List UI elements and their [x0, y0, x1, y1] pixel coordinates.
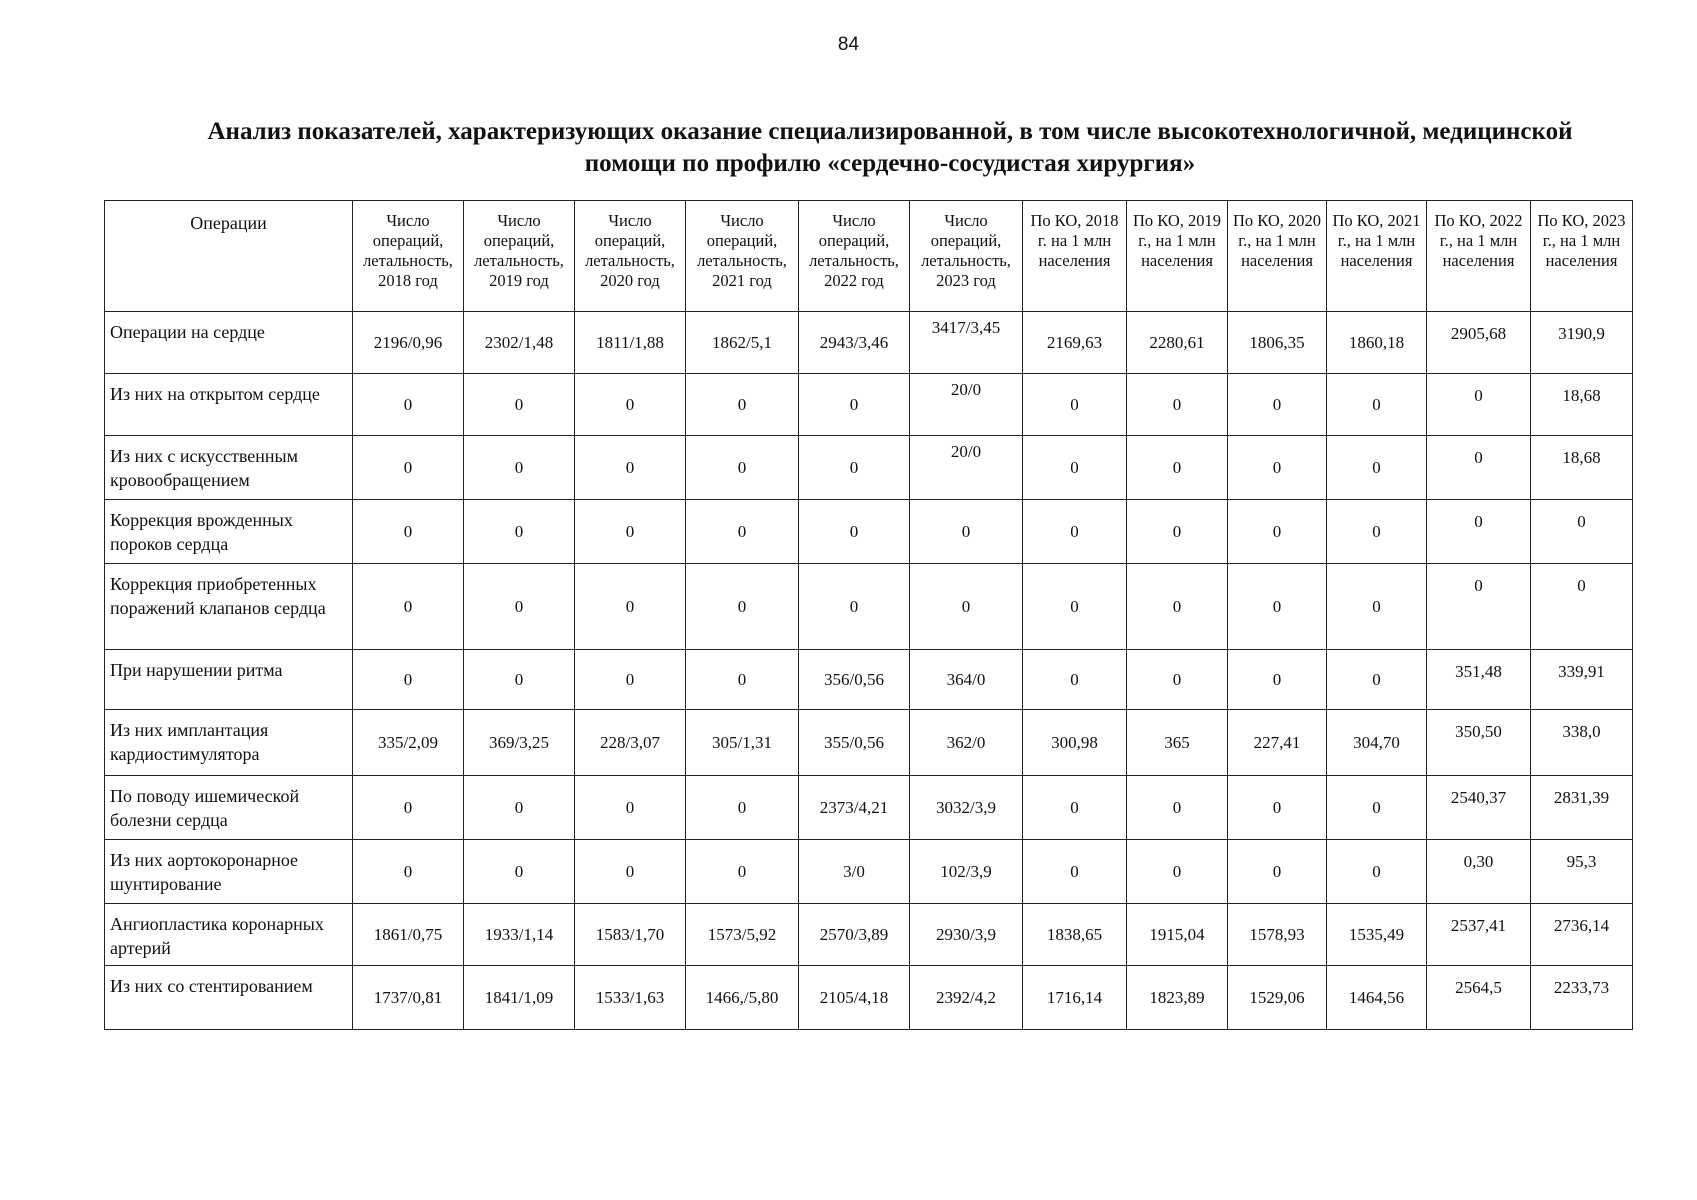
table-header-row [105, 201, 1633, 312]
table-cell: 0 [910, 564, 1023, 650]
table-cell: 1823,89 [1127, 966, 1228, 1030]
table-cell: 0,30 [1427, 840, 1531, 904]
cardiac-surgery-table [104, 200, 1633, 1030]
column-header-ops-2020: Число операций, летальность, 2020 год [575, 201, 686, 312]
table-cell: 1811/1,88 [575, 312, 686, 374]
table-cell: 0 [464, 564, 575, 650]
table-cell: 0 [1531, 500, 1633, 564]
row-label: При нарушении ритма [105, 650, 353, 710]
table-cell: 351,48 [1427, 650, 1531, 710]
table-cell: 2564,5 [1427, 966, 1531, 1030]
table-cell: 0 [686, 650, 799, 710]
table-cell: 2169,63 [1023, 312, 1127, 374]
table-cell: 2540,37 [1427, 776, 1531, 840]
table-row [105, 710, 1633, 776]
table-cell: 0 [464, 776, 575, 840]
table-cell: 0 [1228, 840, 1327, 904]
table-cell: 1578,93 [1228, 904, 1327, 966]
table-row [105, 650, 1633, 710]
table-cell: 0 [799, 564, 910, 650]
table-cell: 1533/1,63 [575, 966, 686, 1030]
row-label: Операции на сердце [105, 312, 353, 374]
table-cell: 3/0 [799, 840, 910, 904]
table-cell: 2930/3,9 [910, 904, 1023, 966]
table-cell: 0 [1228, 436, 1327, 500]
table-cell: 305/1,31 [686, 710, 799, 776]
table-cell: 0 [1127, 650, 1228, 710]
table-cell: 2943/3,46 [799, 312, 910, 374]
table-cell: 95,3 [1531, 840, 1633, 904]
table-cell: 0 [686, 840, 799, 904]
table-cell: 356/0,56 [799, 650, 910, 710]
column-header-ops-2022: Число операций, летальность, 2022 год [799, 201, 910, 312]
table-cell: 0 [353, 436, 464, 500]
table-cell: 2736,14 [1531, 904, 1633, 966]
table-cell: 0 [799, 374, 910, 436]
table-cell: 0 [1531, 564, 1633, 650]
column-header-ops-2021: Число операций, летальность, 2021 год [686, 201, 799, 312]
table-cell: 227,41 [1228, 710, 1327, 776]
document-title-line-1: Анализ показателей, характеризующих оказание специализированной, в том числе высокотехнологичной, медицинской [207, 118, 1573, 145]
table-cell: 0 [575, 776, 686, 840]
table-cell: 2537,41 [1427, 904, 1531, 966]
table-cell: 0 [1023, 840, 1127, 904]
table-cell: 300,98 [1023, 710, 1127, 776]
row-label: Из них на открытом сердце [105, 374, 353, 436]
table-cell: 355/0,56 [799, 710, 910, 776]
table-cell: 0 [1327, 650, 1427, 710]
table-cell: 3032/3,9 [910, 776, 1023, 840]
table-row [105, 564, 1633, 650]
table-cell: 2831,39 [1531, 776, 1633, 840]
table-cell: 20/0 [910, 436, 1023, 500]
table-cell: 0 [464, 436, 575, 500]
table-cell: 0 [686, 436, 799, 500]
table-cell: 1573/5,92 [686, 904, 799, 966]
row-label: Из них имплантация кардиостимулятора [105, 710, 353, 776]
table-cell: 1861/0,75 [353, 904, 464, 966]
table-cell: 0 [1427, 500, 1531, 564]
table-cell: 0 [353, 650, 464, 710]
table-cell: 1933/1,14 [464, 904, 575, 966]
table-cell: 0 [464, 500, 575, 564]
column-header-ops-2023: Число операций, летальность, 2023 год [910, 201, 1023, 312]
table-cell: 0 [1327, 776, 1427, 840]
table-cell: 0 [1023, 436, 1127, 500]
table-row [105, 966, 1633, 1030]
table-cell: 2233,73 [1531, 966, 1633, 1030]
table-body [105, 312, 1633, 1030]
table-cell: 3190,9 [1531, 312, 1633, 374]
table-cell: 1806,35 [1228, 312, 1327, 374]
table-cell: 1737/0,81 [353, 966, 464, 1030]
table-cell: 369/3,25 [464, 710, 575, 776]
row-label: По поводу ишемической болезни сердца [105, 776, 353, 840]
row-label: Коррекция врожденных пороков сердца [105, 500, 353, 564]
table-cell: 1464,56 [1327, 966, 1427, 1030]
column-header-operations: Операции [105, 201, 353, 312]
table-cell: 0 [1023, 374, 1127, 436]
column-header-ko-2019: По КО, 2019 г., на 1 млн населения [1127, 201, 1228, 312]
table-cell: 0 [575, 564, 686, 650]
table-cell: 2905,68 [1427, 312, 1531, 374]
table-row [105, 500, 1633, 564]
table-cell: 0 [1327, 374, 1427, 436]
table-cell: 2302/1,48 [464, 312, 575, 374]
table-cell: 0 [1327, 500, 1427, 564]
table-cell: 0 [1127, 500, 1228, 564]
table-cell: 0 [464, 840, 575, 904]
table-row [105, 436, 1633, 500]
column-header-ops-2019: Число операций, летальность, 2019 год [464, 201, 575, 312]
table-cell: 1535,49 [1327, 904, 1427, 966]
table-cell: 0 [1228, 374, 1327, 436]
table-cell: 2105/4,18 [799, 966, 910, 1030]
table-cell: 0 [575, 650, 686, 710]
table-cell: 0 [1427, 436, 1531, 500]
table-cell: 365 [1127, 710, 1228, 776]
table-cell: 0 [799, 500, 910, 564]
table-cell: 2570/3,89 [799, 904, 910, 966]
table-cell: 335/2,09 [353, 710, 464, 776]
table-cell: 338,0 [1531, 710, 1633, 776]
column-header-ko-2021: По КО, 2021 г., на 1 млн населения [1327, 201, 1427, 312]
page-number: 84 [837, 34, 860, 55]
column-header-ko-2018: По КО, 2018 г. на 1 млн населения [1023, 201, 1127, 312]
table-cell: 0 [575, 500, 686, 564]
table-cell: 304,70 [1327, 710, 1427, 776]
table-cell: 0 [686, 776, 799, 840]
table-cell: 0 [1127, 436, 1228, 500]
table-cell: 0 [575, 840, 686, 904]
table-cell: 228/3,07 [575, 710, 686, 776]
table-cell: 2373/4,21 [799, 776, 910, 840]
table-cell: 1841/1,09 [464, 966, 575, 1030]
table-cell: 0 [353, 564, 464, 650]
table-row [105, 840, 1633, 904]
table-cell: 1716,14 [1023, 966, 1127, 1030]
table-cell: 1529,06 [1228, 966, 1327, 1030]
table-cell: 0 [353, 500, 464, 564]
table-cell: 0 [1427, 374, 1531, 436]
table-cell: 0 [1023, 650, 1127, 710]
document-title [150, 116, 1630, 180]
table-cell: 0 [1127, 840, 1228, 904]
table-cell: 0 [1023, 564, 1127, 650]
table-cell: 0 [1127, 564, 1228, 650]
table-cell: 1583/1,70 [575, 904, 686, 966]
table-row [105, 776, 1633, 840]
table-cell: 0 [575, 436, 686, 500]
table-cell: 364/0 [910, 650, 1023, 710]
table-cell: 0 [1228, 500, 1327, 564]
table-cell: 0 [1327, 436, 1427, 500]
table-cell: 0 [1427, 564, 1531, 650]
table-cell: 0 [799, 436, 910, 500]
table-cell: 0 [353, 776, 464, 840]
table-row [105, 904, 1633, 966]
table-cell: 2196/0,96 [353, 312, 464, 374]
table-cell: 350,50 [1427, 710, 1531, 776]
table-cell: 2280,61 [1127, 312, 1228, 374]
table-cell: 0 [464, 374, 575, 436]
table-cell: 1838,65 [1023, 904, 1127, 966]
document-title-line-2: помощи по профилю «сердечно-сосудистая хирургия» [584, 150, 1196, 177]
table-cell: 0 [686, 564, 799, 650]
column-header-ko-2020: По КО, 2020 г., на 1 млн населения [1228, 201, 1327, 312]
table-cell: 1466,/5,80 [686, 966, 799, 1030]
table-cell: 0 [1127, 374, 1228, 436]
table-cell: 0 [910, 500, 1023, 564]
table-cell: 18,68 [1531, 374, 1633, 436]
table-cell: 1860,18 [1327, 312, 1427, 374]
table-cell: 0 [1228, 776, 1327, 840]
row-label: Из них аортокоронарное шунтирование [105, 840, 353, 904]
table-cell: 0 [1023, 776, 1127, 840]
table-row [105, 374, 1633, 436]
table-cell: 339,91 [1531, 650, 1633, 710]
table-cell: 0 [1127, 776, 1228, 840]
table-cell: 3417/3,45 [910, 312, 1023, 374]
table-row [105, 312, 1633, 374]
row-label: Ангиопластика коронарных артерий [105, 904, 353, 966]
table-cell: 2392/4,2 [910, 966, 1023, 1030]
column-header-ops-2018: Число операций, летальность, 2018 год [353, 201, 464, 312]
table-cell: 0 [1023, 500, 1127, 564]
table-cell: 0 [1228, 650, 1327, 710]
table-cell: 0 [353, 840, 464, 904]
table-cell: 0 [1228, 564, 1327, 650]
table-cell: 0 [686, 374, 799, 436]
table-cell: 0 [1327, 564, 1427, 650]
table-cell: 362/0 [910, 710, 1023, 776]
table-cell: 0 [1327, 840, 1427, 904]
column-header-ko-2023: По КО, 2023 г., на 1 млн населения [1531, 201, 1633, 312]
table-cell: 0 [464, 650, 575, 710]
table-cell: 0 [353, 374, 464, 436]
row-label: Из них с искусственным кровообращением [105, 436, 353, 500]
table-cell: 1915,04 [1127, 904, 1228, 966]
table-cell: 102/3,9 [910, 840, 1023, 904]
table-cell: 0 [686, 500, 799, 564]
table-cell: 20/0 [910, 374, 1023, 436]
table-cell: 0 [575, 374, 686, 436]
table-cell: 1862/5,1 [686, 312, 799, 374]
column-header-ko-2022: По КО, 2022 г., на 1 млн населения [1427, 201, 1531, 312]
table-cell: 18,68 [1531, 436, 1633, 500]
row-label: Из них со стентированием [105, 966, 353, 1030]
row-label: Коррекция приобретенных поражений клапанов сердца [105, 564, 353, 650]
